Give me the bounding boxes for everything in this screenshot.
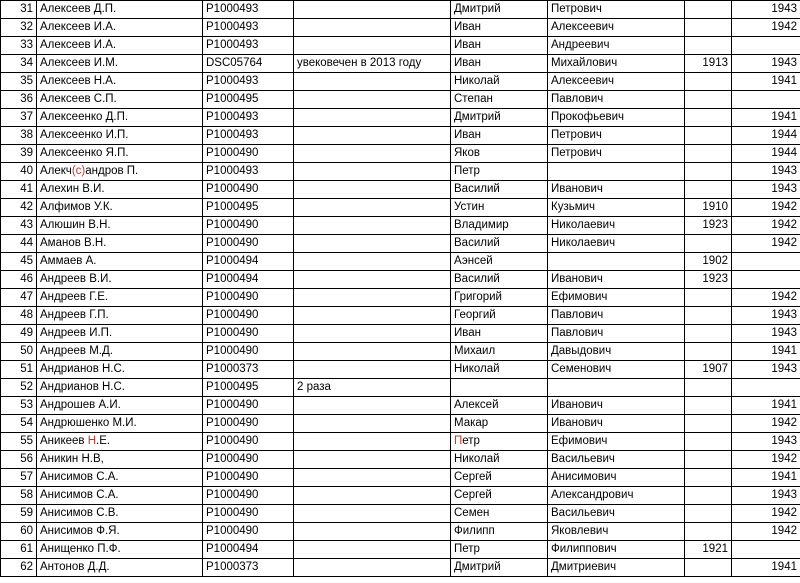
note-cell[interactable] xyxy=(294,397,451,415)
birth-year-cell[interactable]: 1923 xyxy=(685,217,732,235)
photo-code-cell[interactable]: P1000493 xyxy=(203,1,294,19)
photo-code-cell[interactable]: P1000490 xyxy=(203,505,294,523)
note-cell[interactable] xyxy=(294,469,451,487)
table-row xyxy=(1,433,800,451)
death-year-cell[interactable]: 1943 xyxy=(732,163,800,181)
first-name-cell[interactable]: Николай xyxy=(451,361,548,379)
birth-year-cell[interactable] xyxy=(685,91,732,109)
surname-cell-part: андров П. xyxy=(85,165,139,177)
first-name-cell[interactable]: Василий xyxy=(451,235,548,253)
patronymic-cell[interactable]: Иванович xyxy=(548,397,685,415)
first-name-cell[interactable]: Василий xyxy=(451,271,548,289)
first-name-cell[interactable]: Сергей xyxy=(451,487,548,505)
birth-year-cell[interactable] xyxy=(685,433,732,451)
birth-year-cell[interactable]: 1902 xyxy=(685,253,732,271)
row-number-cell[interactable]: 61 xyxy=(1,541,37,559)
surname-cell[interactable]: Анисимов С.В. xyxy=(37,505,203,523)
surname-cell[interactable]: Андреев И.П. xyxy=(37,325,203,343)
first-name-cell-part: етр xyxy=(462,435,480,447)
birth-year-cell[interactable] xyxy=(685,469,732,487)
first-name-cell[interactable]: Сергей xyxy=(451,469,548,487)
first-name-cell[interactable]: Дмитрий xyxy=(451,1,548,19)
surname-cell[interactable]: Алексеенко И.П. xyxy=(37,127,203,145)
patronymic-cell[interactable]: Михайлович xyxy=(548,55,685,73)
row-number-cell[interactable]: 34 xyxy=(1,55,37,73)
note-cell[interactable]: увековечен в 2013 году xyxy=(294,55,451,73)
table-row xyxy=(1,163,800,181)
table-row xyxy=(1,145,800,163)
note-cell[interactable] xyxy=(294,163,451,181)
patronymic-cell[interactable]: Семенович xyxy=(548,361,685,379)
photo-code-cell[interactable]: P1000490 xyxy=(203,181,294,199)
table-row xyxy=(1,559,800,577)
birth-year-cell[interactable]: 1921 xyxy=(685,541,732,559)
note-cell[interactable] xyxy=(294,361,451,379)
table-row xyxy=(1,127,800,145)
death-year-cell[interactable]: 1941 xyxy=(732,343,800,361)
note-cell[interactable] xyxy=(294,505,451,523)
row-number-cell[interactable]: 51 xyxy=(1,361,37,379)
note-cell[interactable] xyxy=(294,325,451,343)
first-name-cell[interactable]: Устин xyxy=(451,199,548,217)
surname-cell[interactable]: Алексеев И.М. xyxy=(37,55,203,73)
note-cell[interactable] xyxy=(294,19,451,37)
patronymic-cell[interactable]: Павлович xyxy=(548,325,685,343)
first-name-cell[interactable]: Семен xyxy=(451,505,548,523)
photo-code-cell[interactable]: P1000490 xyxy=(203,487,294,505)
patronymic-cell[interactable]: Давыдович xyxy=(548,343,685,361)
death-year-cell[interactable]: 1941 xyxy=(732,397,800,415)
surname-cell[interactable]: Алексеенко Д.П. xyxy=(37,109,203,127)
first-name-cell[interactable]: Яков xyxy=(451,145,548,163)
row-number-cell[interactable]: 41 xyxy=(1,181,37,199)
row-number-cell[interactable]: 39 xyxy=(1,145,37,163)
birth-year-cell[interactable] xyxy=(685,343,732,361)
first-name-cell[interactable]: Иван xyxy=(451,325,548,343)
table-row xyxy=(1,415,800,433)
row-number-cell[interactable]: 42 xyxy=(1,199,37,217)
row-number-cell[interactable]: 52 xyxy=(1,379,37,397)
note-cell[interactable] xyxy=(294,253,451,271)
photo-code-cell[interactable]: P1000494 xyxy=(203,271,294,289)
death-year-cell[interactable]: 1941 xyxy=(732,73,800,91)
birth-year-cell[interactable]: 1910 xyxy=(685,199,732,217)
surname-cell[interactable] xyxy=(37,433,203,451)
note-cell[interactable] xyxy=(294,37,451,55)
table-row xyxy=(1,253,800,271)
photo-code-cell[interactable]: P1000490 xyxy=(203,433,294,451)
note-cell[interactable] xyxy=(294,127,451,145)
birth-year-cell[interactable] xyxy=(685,325,732,343)
surname-cell[interactable]: Алексеев Н.А. xyxy=(37,73,203,91)
patronymic-cell[interactable]: Иванович xyxy=(548,271,685,289)
note-cell[interactable] xyxy=(294,451,451,469)
patronymic-cell[interactable]: Ефимович xyxy=(548,433,685,451)
birth-year-cell[interactable] xyxy=(685,127,732,145)
patronymic-cell[interactable]: Ефимович xyxy=(548,289,685,307)
photo-code-cell[interactable]: P1000493 xyxy=(203,37,294,55)
table-row xyxy=(1,271,800,289)
note-cell[interactable] xyxy=(294,199,451,217)
surname-cell[interactable]: Алексеев С.П. xyxy=(37,91,203,109)
surname-cell[interactable]: Алексеенко Я.П. xyxy=(37,145,203,163)
birth-year-cell[interactable] xyxy=(685,415,732,433)
surname-cell-part: Аникеев xyxy=(40,435,88,447)
death-year-cell[interactable]: 1942 xyxy=(732,505,800,523)
patronymic-cell[interactable]: Прокофьевич xyxy=(548,109,685,127)
patronymic-cell[interactable]: Петрович xyxy=(548,127,685,145)
first-name-cell[interactable]: Петр xyxy=(451,163,548,181)
photo-code-cell[interactable]: P1000490 xyxy=(203,289,294,307)
birth-year-cell[interactable] xyxy=(685,19,732,37)
surname-cell[interactable]: Анищенко П.Ф. xyxy=(37,541,203,559)
death-year-cell[interactable]: 1943 xyxy=(732,487,800,505)
photo-code-cell[interactable]: P1000373 xyxy=(203,559,294,577)
patronymic-cell[interactable]: Филиппович xyxy=(548,541,685,559)
table-row xyxy=(1,343,800,361)
birth-year-cell[interactable] xyxy=(685,289,732,307)
first-name-cell[interactable]: Михаил xyxy=(451,343,548,361)
death-year-cell[interactable]: 1941 xyxy=(732,559,800,577)
photo-code-cell[interactable]: P1000495 xyxy=(203,91,294,109)
death-year-cell[interactable] xyxy=(732,271,800,289)
row-number-cell[interactable]: 53 xyxy=(1,397,37,415)
photo-code-cell[interactable]: P1000493 xyxy=(203,109,294,127)
patronymic-cell[interactable]: Яковлевич xyxy=(548,523,685,541)
photo-code-cell[interactable]: P1000490 xyxy=(203,523,294,541)
patronymic-cell[interactable]: Дмитриевич xyxy=(548,559,685,577)
first-name-cell[interactable]: Алексей xyxy=(451,397,548,415)
row-number-cell[interactable]: 32 xyxy=(1,19,37,37)
surname-cell[interactable]: Антонов Д.Д. xyxy=(37,559,203,577)
birth-year-cell[interactable] xyxy=(685,451,732,469)
patronymic-cell[interactable]: Николаевич xyxy=(548,235,685,253)
surname-cell[interactable]: Андрошев А.И. xyxy=(37,397,203,415)
birth-year-cell[interactable] xyxy=(685,1,732,19)
death-year-cell[interactable]: 1943 xyxy=(732,307,800,325)
surname-cell[interactable]: Андреев В.И. xyxy=(37,271,203,289)
note-cell[interactable]: 2 раза xyxy=(294,379,451,397)
note-cell[interactable] xyxy=(294,541,451,559)
death-year-cell[interactable]: 1943 xyxy=(732,181,800,199)
surname-cell[interactable]: Андреев Г.Е. xyxy=(37,289,203,307)
surname-cell[interactable]: Андреев Г.П. xyxy=(37,307,203,325)
surname-cell-part: .Е. xyxy=(96,435,111,447)
surname-cell[interactable]: Алехин В.И. xyxy=(37,181,203,199)
row-number-cell[interactable]: 46 xyxy=(1,271,37,289)
table-row xyxy=(1,379,800,397)
note-cell[interactable] xyxy=(294,433,451,451)
first-name-cell[interactable]: Аэнсей xyxy=(451,253,548,271)
birth-year-cell[interactable]: 1907 xyxy=(685,361,732,379)
table-row xyxy=(1,199,800,217)
death-year-cell[interactable]: 1942 xyxy=(732,289,800,307)
surname-cell[interactable]: Аммаев А. xyxy=(37,253,203,271)
photo-code-cell[interactable]: P1000493 xyxy=(203,127,294,145)
first-name-cell[interactable]: Дмитрий xyxy=(451,109,548,127)
table-row xyxy=(1,91,800,109)
patronymic-cell[interactable]: Петрович xyxy=(548,1,685,19)
row-number-cell[interactable]: 55 xyxy=(1,433,37,451)
patronymic-cell[interactable]: Александрович xyxy=(548,487,685,505)
row-number-cell[interactable]: 44 xyxy=(1,235,37,253)
row-number-cell[interactable]: 47 xyxy=(1,289,37,307)
first-name-cell[interactable] xyxy=(451,433,548,451)
note-cell[interactable] xyxy=(294,73,451,91)
first-name-cell[interactable]: Николай xyxy=(451,73,548,91)
table-row xyxy=(1,505,800,523)
table-row xyxy=(1,325,800,343)
death-year-cell[interactable]: 1942 xyxy=(732,523,800,541)
death-year-cell[interactable]: 1942 xyxy=(732,415,800,433)
death-year-cell[interactable] xyxy=(732,379,800,397)
death-year-cell[interactable] xyxy=(732,91,800,109)
death-year-cell[interactable]: 1943 xyxy=(732,433,800,451)
patronymic-cell[interactable]: Анисимович xyxy=(548,469,685,487)
photo-code-cell[interactable]: P1000494 xyxy=(203,253,294,271)
first-name-cell[interactable]: Иван xyxy=(451,55,548,73)
surname-cell[interactable]: Андреев М.Д. xyxy=(37,343,203,361)
birth-year-cell[interactable] xyxy=(685,523,732,541)
surname-cell[interactable]: Анисимов С.А. xyxy=(37,487,203,505)
first-name-cell[interactable]: Владимир xyxy=(451,217,548,235)
note-cell[interactable] xyxy=(294,109,451,127)
patronymic-cell[interactable]: Васильевич xyxy=(548,505,685,523)
table-row xyxy=(1,19,800,37)
surname-cell-part: (с) xyxy=(71,165,86,177)
birth-year-cell[interactable] xyxy=(685,109,732,127)
row-number-cell[interactable]: 38 xyxy=(1,127,37,145)
photo-code-cell[interactable]: P1000490 xyxy=(203,325,294,343)
row-number-cell[interactable]: 58 xyxy=(1,487,37,505)
birth-year-cell[interactable]: 1923 xyxy=(685,271,732,289)
death-year-cell[interactable] xyxy=(732,37,800,55)
table-row xyxy=(1,37,800,55)
birth-year-cell[interactable] xyxy=(685,487,732,505)
table-row xyxy=(1,73,800,91)
row-number-cell[interactable]: 56 xyxy=(1,451,37,469)
first-name-cell-part: П xyxy=(454,435,463,447)
table-row xyxy=(1,451,800,469)
first-name-cell[interactable]: Григорий xyxy=(451,289,548,307)
note-cell[interactable] xyxy=(294,307,451,325)
patronymic-cell[interactable]: Алексеевич xyxy=(548,19,685,37)
row-number-cell[interactable]: 60 xyxy=(1,523,37,541)
first-name-cell[interactable]: Петр xyxy=(451,541,548,559)
row-number-cell[interactable]: 33 xyxy=(1,37,37,55)
photo-code-cell[interactable]: P1000495 xyxy=(203,379,294,397)
birth-year-cell[interactable]: 1913 xyxy=(685,55,732,73)
table-row xyxy=(1,307,800,325)
birth-year-cell[interactable] xyxy=(685,145,732,163)
birth-year-cell[interactable] xyxy=(685,505,732,523)
surname-cell[interactable]: Андрианов Н.С. xyxy=(37,379,203,397)
surname-cell[interactable]: Алексеев Д.П. xyxy=(37,1,203,19)
death-year-cell[interactable] xyxy=(732,541,800,559)
note-cell[interactable] xyxy=(294,181,451,199)
first-name-cell[interactable]: Степан xyxy=(451,91,548,109)
table-row xyxy=(1,217,800,235)
note-cell[interactable] xyxy=(294,271,451,289)
first-name-cell[interactable]: Иван xyxy=(451,37,548,55)
death-year-cell[interactable]: 1943 xyxy=(732,1,800,19)
birth-year-cell[interactable] xyxy=(685,307,732,325)
row-number-cell[interactable]: 40 xyxy=(1,163,37,181)
death-year-cell[interactable]: 1942 xyxy=(732,235,800,253)
row-number-cell[interactable]: 50 xyxy=(1,343,37,361)
death-year-cell[interactable]: 1943 xyxy=(732,325,800,343)
surname-cell[interactable]: Алексеев И.А. xyxy=(37,37,203,55)
row-number-cell[interactable]: 62 xyxy=(1,559,37,577)
photo-code-cell[interactable]: P1000490 xyxy=(203,217,294,235)
row-number-cell[interactable]: 36 xyxy=(1,91,37,109)
patronymic-cell[interactable]: Николаевич xyxy=(548,217,685,235)
note-cell[interactable] xyxy=(294,559,451,577)
table-row xyxy=(1,397,800,415)
death-year-cell[interactable]: 1941 xyxy=(732,109,800,127)
note-cell[interactable] xyxy=(294,235,451,253)
photo-code-cell[interactable]: P1000490 xyxy=(203,145,294,163)
note-cell[interactable] xyxy=(294,91,451,109)
table-row xyxy=(1,361,800,379)
photo-code-cell[interactable]: P1000493 xyxy=(203,73,294,91)
first-name-cell[interactable]: Николай xyxy=(451,451,548,469)
death-year-cell[interactable]: 1943 xyxy=(732,361,800,379)
patronymic-cell[interactable]: Иванович xyxy=(548,181,685,199)
patronymic-cell[interactable]: Алексеевич xyxy=(548,73,685,91)
first-name-cell[interactable]: Филипп xyxy=(451,523,548,541)
surname-cell[interactable]: Алюшин В.Н. xyxy=(37,217,203,235)
note-cell[interactable] xyxy=(294,343,451,361)
photo-code-cell[interactable]: P1000490 xyxy=(203,469,294,487)
birth-year-cell[interactable] xyxy=(685,397,732,415)
table-row xyxy=(1,235,800,253)
table-row xyxy=(1,1,800,19)
patronymic-cell[interactable]: Павлович xyxy=(548,307,685,325)
table-row xyxy=(1,523,800,541)
birth-year-cell[interactable] xyxy=(685,73,732,91)
surname-cell[interactable]: Алексеев И.А. xyxy=(37,19,203,37)
photo-code-cell[interactable]: P1000495 xyxy=(203,199,294,217)
row-number-cell[interactable]: 59 xyxy=(1,505,37,523)
surname-cell[interactable] xyxy=(37,163,203,181)
note-cell[interactable] xyxy=(294,217,451,235)
note-cell[interactable] xyxy=(294,523,451,541)
table-row xyxy=(1,487,800,505)
row-number-cell[interactable]: 31 xyxy=(1,1,37,19)
photo-code-cell[interactable]: P1000494 xyxy=(203,541,294,559)
table-row xyxy=(1,541,800,559)
death-year-cell[interactable]: 1942 xyxy=(732,199,800,217)
death-year-cell[interactable] xyxy=(732,253,800,271)
note-cell[interactable] xyxy=(294,289,451,307)
row-number-cell[interactable]: 45 xyxy=(1,253,37,271)
patronymic-cell[interactable]: Петрович xyxy=(548,145,685,163)
photo-code-cell[interactable]: P1000493 xyxy=(203,19,294,37)
table-row xyxy=(1,109,800,127)
row-number-cell[interactable]: 37 xyxy=(1,109,37,127)
patronymic-cell[interactable] xyxy=(548,253,685,271)
first-name-cell[interactable]: Георгий xyxy=(451,307,548,325)
row-number-cell[interactable]: 35 xyxy=(1,73,37,91)
table-row xyxy=(1,289,800,307)
photo-code-cell[interactable]: P1000373 xyxy=(203,361,294,379)
death-year-cell[interactable]: 1944 xyxy=(732,145,800,163)
photo-code-cell[interactable]: P1000490 xyxy=(203,451,294,469)
birth-year-cell[interactable] xyxy=(685,163,732,181)
surname-cell-part: Алекч xyxy=(40,165,72,177)
first-name-cell[interactable]: Василий xyxy=(451,181,548,199)
photo-code-cell[interactable]: P1000490 xyxy=(203,343,294,361)
patronymic-cell[interactable]: Кузьмич xyxy=(548,199,685,217)
photo-code-cell[interactable]: DSC05764 xyxy=(203,55,294,73)
first-name-cell[interactable]: Иван xyxy=(451,19,548,37)
row-number-cell[interactable]: 57 xyxy=(1,469,37,487)
photo-code-cell[interactable]: P1000490 xyxy=(203,415,294,433)
death-year-cell[interactable]: 1941 xyxy=(732,469,800,487)
table-row xyxy=(1,181,800,199)
death-year-cell[interactable]: 1942 xyxy=(732,217,800,235)
death-year-cell[interactable]: 1942 xyxy=(732,451,800,469)
note-cell[interactable] xyxy=(294,1,451,19)
death-year-cell[interactable]: 1944 xyxy=(732,127,800,145)
birth-year-cell[interactable] xyxy=(685,235,732,253)
photo-code-cell[interactable]: P1000490 xyxy=(203,397,294,415)
death-year-cell[interactable]: 1942 xyxy=(732,19,800,37)
surname-cell[interactable]: Аникин Н.В, xyxy=(37,451,203,469)
table-row xyxy=(1,55,800,73)
note-cell[interactable] xyxy=(294,487,451,505)
death-year-cell[interactable]: 1943 xyxy=(732,55,800,73)
birth-year-cell[interactable] xyxy=(685,379,732,397)
patronymic-cell[interactable] xyxy=(548,163,685,181)
birth-year-cell[interactable] xyxy=(685,559,732,577)
patronymic-cell[interactable]: Иванович xyxy=(548,415,685,433)
surname-cell[interactable]: Алфимов У.К. xyxy=(37,199,203,217)
photo-code-cell[interactable]: P1000490 xyxy=(203,235,294,253)
patronymic-cell[interactable]: Павлович xyxy=(548,91,685,109)
surname-cell[interactable]: Андрианов Н.С. xyxy=(37,361,203,379)
patronymic-cell[interactable] xyxy=(548,379,685,397)
note-cell[interactable] xyxy=(294,415,451,433)
surname-cell[interactable]: Анисимов С.А. xyxy=(37,469,203,487)
birth-year-cell[interactable] xyxy=(685,37,732,55)
photo-code-cell[interactable]: P1000493 xyxy=(203,163,294,181)
surname-cell-part: Н xyxy=(87,435,97,447)
row-number-cell[interactable]: 49 xyxy=(1,325,37,343)
surname-cell[interactable]: Андрюшенко М.И. xyxy=(37,415,203,433)
birth-year-cell[interactable] xyxy=(685,181,732,199)
first-name-cell[interactable]: Иван xyxy=(451,127,548,145)
first-name-cell[interactable]: Макар xyxy=(451,415,548,433)
first-name-cell[interactable]: Дмитрий xyxy=(451,559,548,577)
patronymic-cell[interactable]: Андреевич xyxy=(548,37,685,55)
row-number-cell[interactable]: 43 xyxy=(1,217,37,235)
patronymic-cell[interactable]: Васильевич xyxy=(548,451,685,469)
table-row xyxy=(1,469,800,487)
note-cell[interactable] xyxy=(294,145,451,163)
surname-cell[interactable]: Анисимов Ф.Я. xyxy=(37,523,203,541)
row-number-cell[interactable]: 48 xyxy=(1,307,37,325)
surname-cell[interactable]: Аманов В.Н. xyxy=(37,235,203,253)
row-number-cell[interactable]: 54 xyxy=(1,415,37,433)
photo-code-cell[interactable]: P1000490 xyxy=(203,307,294,325)
first-name-cell[interactable] xyxy=(451,379,548,397)
